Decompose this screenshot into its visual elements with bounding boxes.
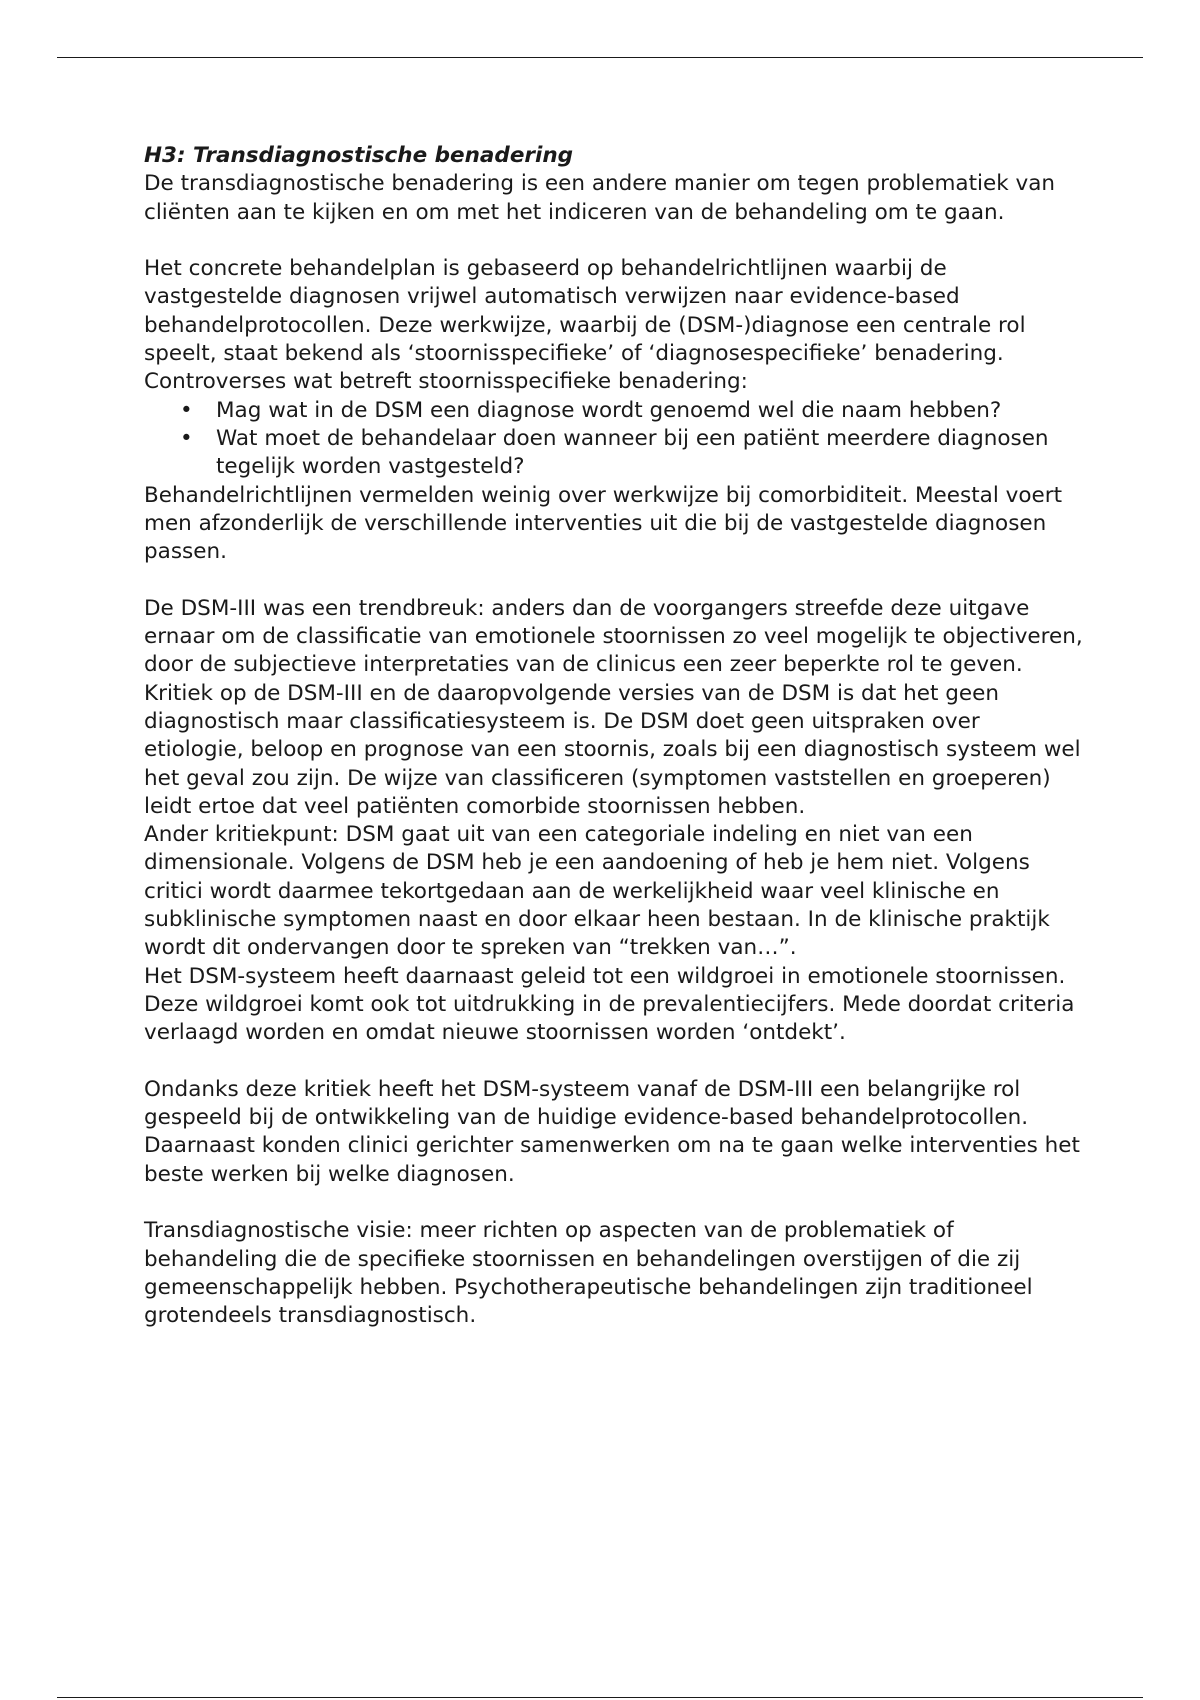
document-body — [144, 142, 1084, 1330]
list-item-text: Mag wat in de DSM een diagnose wordt genoemd wel die naam hebben? — [216, 397, 1002, 423]
section-heading: H3: Transdiagnostische benadering — [144, 143, 574, 168]
list-item — [144, 397, 1084, 425]
controversies-list — [144, 397, 1084, 482]
paragraph-gap — [144, 227, 1084, 255]
paragraph-gap — [144, 1048, 1084, 1076]
list-item-text: Wat moet de behandelaar doen wanneer bij een patiënt meerdere diagnosen tegelijk worden vastgesteld? — [216, 425, 1049, 480]
vision-paragraph: Transdiagnostische visie: meer richten op aspecten van de problematiek of behandeling die de specifieke stoornissen en behandelingen overstijgen of die zij gemeenschappelijk hebben. Psychotherapeutische behandelingen zijn traditioneel grotendeels transdiagnostisch. — [144, 1218, 1033, 1329]
despite-paragraph: Ondanks deze kritiek heeft het DSM-systeem vanaf de DSM-III een belangrijke rol gespeeld bij de ontwikkeling van de huidige evidence-based behandelprotocollen. Daarnaast konden clinici gerichter samenwerken om na te gaan welke interventies het beste werken bij welke diagnosen. — [144, 1076, 1080, 1187]
growth-paragraph: Het DSM-systeem heeft daarnaast geleid tot een wildgroei in emotionele stoornissen. Deze wildgroei komt ook tot uitdrukking in de prevalentiecijfers. Mede doordat criteria verlaagd worden en omdat nieuwe stoornissen worden ‘ontdekt’. — [144, 963, 1075, 1046]
dsm-iii-paragraph: De DSM-III was een trendbreuk: anders dan de voorgangers streefde deze uitgave ernaar om de classificatie van emotionele stoornissen zo veel mogelijk te objectiveren, door de subjectieve interpretaties van de clinicus een zeer beperkte rol te geven. Kritiek op de DSM-III en de daaropvolgende versies van de DSM is dat het geen diagnostisch maar classificatiesysteem is. De DSM doet geen uitspraken over etiologie, beloop en prognose van een stoornis, zoals bij een diagnostisch systeem wel het geval zou zijn. De wijze van classificeren (symptomen vaststellen en groeperen) leidt ertoe dat veel patiënten comorbide stoornissen hebben. — [144, 595, 1083, 819]
header-rule — [57, 57, 1143, 58]
list-item — [144, 425, 1084, 482]
footer-rule — [57, 1697, 1143, 1698]
treatment-plan-paragraph: Het concrete behandelplan is gebaseerd op behandelrichtlijnen waarbij de vastgestelde diagnosen vrijwel automatisch verwijzen naar evidence-based behandelprotocollen. Deze werkwijze, waarbij de (DSM-)diagnose een centrale rol speelt, staat bekend als ‘stoornisspecifieke’ of ‘diagnosespecifieke’ benadering. — [144, 256, 1026, 367]
paragraph-gap — [144, 566, 1084, 594]
intro-paragraph: De transdiagnostische benadering is een andere manier om tegen problematiek van cliënten aan te kijken en om met het indiceren van de behandeling om te gaan. — [144, 171, 1056, 225]
controversies-intro: Controverses wat betreft stoornisspecifieke benadering: — [144, 369, 748, 395]
bullet-icon: • — [180, 397, 193, 423]
guidelines-paragraph: Behandelrichtlijnen vermelden weinig over werkwijze bij comorbiditeit. Meestal voert men afzonderlijk de verschillende interventies uit die bij de vastgestelde diagnosen passen. — [144, 482, 1063, 565]
critique-paragraph: Ander kritiekpunt: DSM gaat uit van een categoriale indeling en niet van een dimensionale. Volgens de DSM heb je een aandoening of heb je hem niet. Volgens critici wordt daarmee tekortgedaan aan de werkelijkheid waar veel klinische en subklinische symptomen naast en door elkaar heen bestaan. In de klinische praktijk wordt dit ondervangen door te spreken van “trekken van…”. — [144, 822, 1050, 961]
bullet-icon: • — [180, 425, 193, 451]
paragraph-gap — [144, 1189, 1084, 1217]
